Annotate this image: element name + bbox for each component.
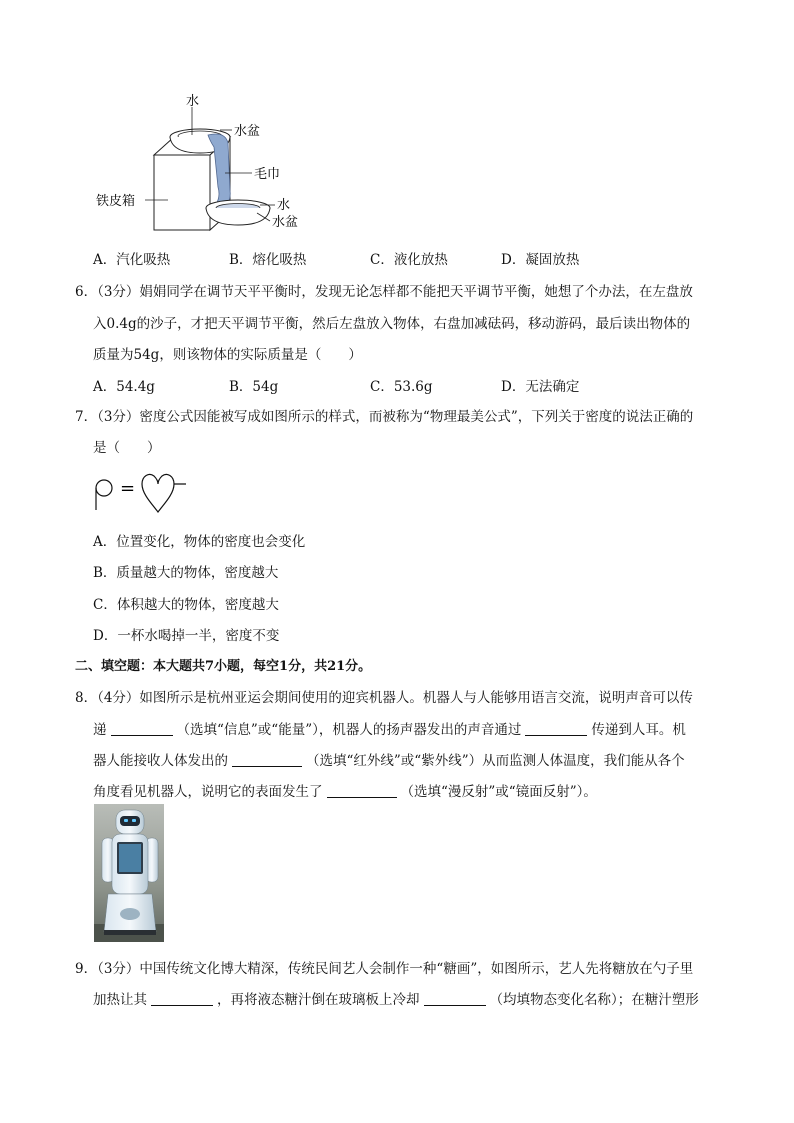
q7-option-a[interactable]: A．位置变化，物体的密度也会变化 (93, 534, 306, 550)
q5-option-a[interactable]: A．汽化吸热 (93, 252, 171, 268)
density-heart-formula (92, 466, 192, 516)
rho-icon (96, 480, 112, 496)
q8-line-2 (93, 718, 686, 738)
q8-line-2-c: 传递到人耳。机 (591, 722, 686, 738)
q9-blank-2[interactable] (424, 991, 486, 1006)
q6-option-a[interactable]: A．54.4g (93, 379, 155, 395)
q8-line-1: 8．（4分）如图所示是杭州亚运会期间使用的迎宾机器人。机器人与人能够用语言交流，说明声音可以传 (75, 690, 693, 706)
q5-option-d[interactable]: D．凝固放热 (501, 252, 580, 268)
q9-line-2-b: ，再将液态糖汁倒在玻璃板上冷却 (217, 992, 420, 1008)
q8-line-4-a: 角度看见机器人，说明它的表面发生了 (93, 784, 323, 800)
q6-option-c[interactable]: C．53.6g (370, 379, 433, 395)
q9-line-2-c: （均填物态变化名称）；在糖汁塑形 (489, 992, 699, 1008)
q5-option-b[interactable]: B．熔化吸热 (229, 252, 307, 268)
q7-option-d[interactable]: D．一杯水喝掉一半，密度不变 (93, 628, 280, 644)
label-iron-box: 铁皮箱 (96, 194, 136, 209)
q6-option-d[interactable]: D．无法确定 (501, 379, 580, 395)
q7-line-2: 是（ ） (93, 440, 161, 456)
q8-line-3 (93, 749, 685, 769)
q8-line-3-b: （选填“红外线”或“紫外线”）从而监测人体温度，我们能从各个 (306, 753, 685, 769)
label-water-top: 水 (186, 94, 200, 109)
q8-blank-2[interactable] (525, 721, 587, 736)
q8-line-4-b: （选填“漫反射”或“镜面反射”）。 (400, 784, 597, 800)
q6-line-1: 6．（3分）娟娟同学在调节天平平衡时，发现无论怎样都不能把天平调节平衡，她想了个办法，在左盘放 (75, 284, 693, 300)
label-towel: 毛巾 (254, 167, 281, 182)
q9-blank-1[interactable] (151, 991, 213, 1006)
evaporation-cooler-figure (96, 94, 320, 240)
q8-blank-3[interactable] (232, 752, 302, 767)
q6-option-b[interactable]: B．54g (229, 379, 279, 395)
q7-line-1: 7．（3分）密度公式因能被写成如图所示的样式，而被称为“物理最美公式”，下列关于密度的说法正确的 (75, 409, 694, 425)
q9-line-1: 9．（3分）中国传统文化博大精深，传统民间艺人会制作一种“糖画”，如图所示，艺人先将糖放在勺子里 (75, 961, 694, 977)
heart-icon (142, 474, 186, 512)
section-heading-fill-in: 二、填空题：本大题共7小题，每空1分，共21分。 (75, 659, 372, 674)
label-water-bottom: 水 (277, 198, 291, 213)
label-basin-bottom: 水盆 (272, 215, 299, 230)
q9-line-2 (93, 988, 699, 1008)
q8-blank-1[interactable] (111, 721, 173, 736)
q6-line-3: 质量为54g，则该物体的实际质量是（ ） (93, 347, 362, 363)
q7-option-c[interactable]: C．体积越大的物体，密度越大 (93, 597, 279, 613)
label-basin-top: 水盆 (234, 124, 261, 139)
welcome-robot-photo (94, 804, 164, 942)
q9-line-2-a: 加热让其 (93, 992, 147, 1008)
q6-line-2: 入0.4g的沙子，才把天平调节平衡，然后左盘放入物体，右盘加减砝码，移动游码，最后读出物体的 (93, 316, 691, 332)
q8-blank-4[interactable] (327, 783, 397, 798)
q7-option-b[interactable]: B．质量越大的物体，密度越大 (93, 565, 279, 581)
q8-line-3-a: 器人能接收人体发出的 (93, 753, 228, 769)
q8-line-4 (93, 780, 597, 800)
q5-option-c[interactable]: C．液化放热 (370, 252, 448, 268)
q8-line-2-a: 递 (93, 722, 107, 738)
q8-line-2-b: （选填“信息”或“能量”），机器人的扬声器发出的声音通过 (176, 722, 522, 738)
formula-equals: = (120, 478, 136, 499)
